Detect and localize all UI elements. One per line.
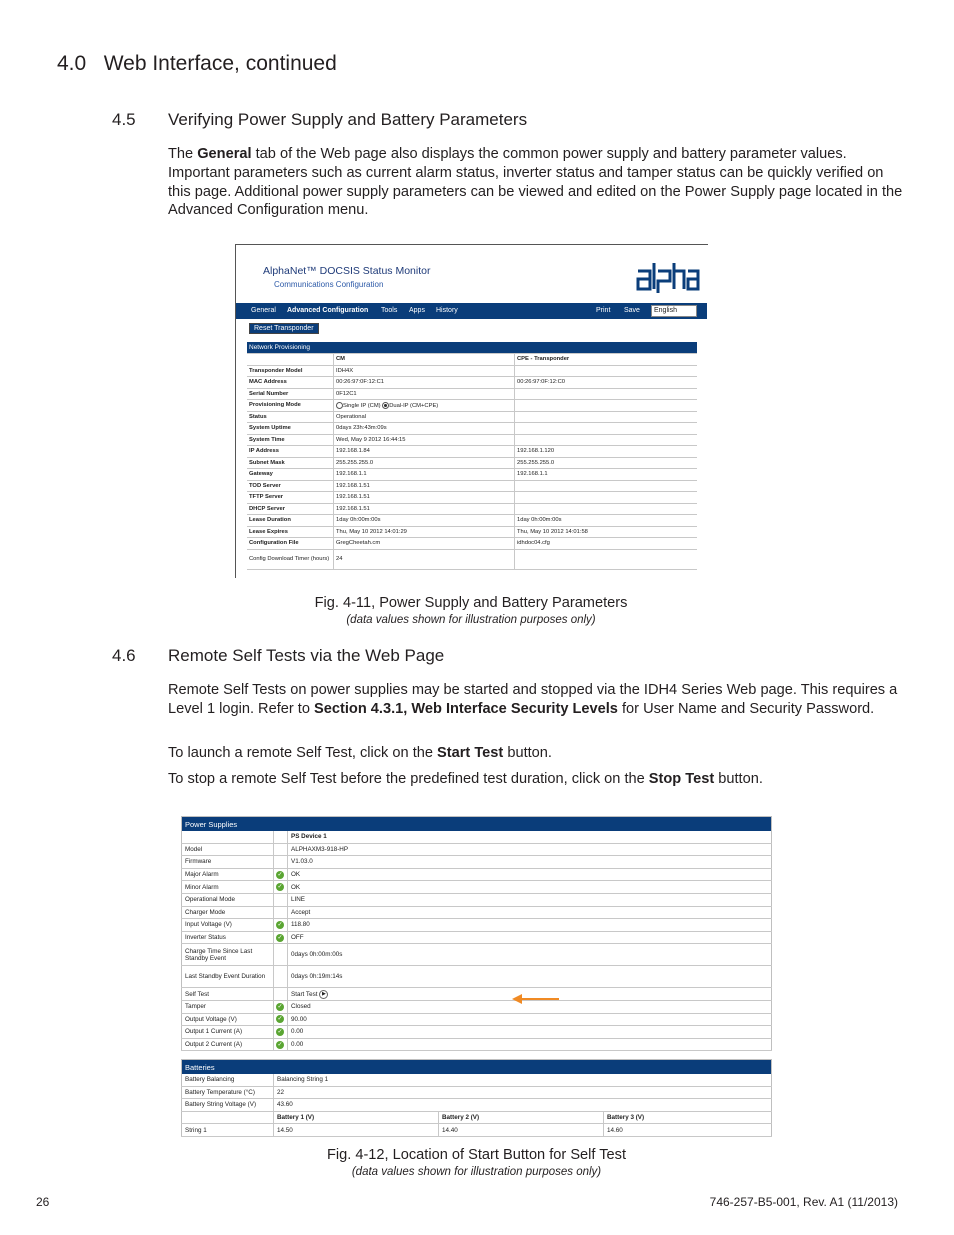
cell: 255.255.255.0 [515, 457, 698, 469]
check-icon: ✓ [277, 1041, 283, 1048]
print-link[interactable]: Print [596, 307, 611, 314]
cell: ALPHAXM3-918-HP [288, 843, 772, 856]
cell [515, 423, 698, 435]
row-label: System Uptime [247, 423, 334, 435]
cell [515, 411, 698, 423]
cell: Wed, May 9 2012 16:44:15 [334, 434, 515, 446]
table-row [182, 1099, 772, 1112]
text: tab of the Web page also displays the common power supply and battery parameter values. Important parameters such as current alarm status, inverter status and tamper status can be quickly verified on this page. Additional power supply parameters can be viewed and edited on the Power Supply page located in the Advanced Configuration menu. [168, 146, 903, 219]
text: button. [714, 771, 763, 787]
row-label: System Time [247, 434, 334, 446]
check-icon: ✓ [277, 934, 283, 941]
table-row [247, 538, 697, 550]
figure-4-12-note: (data values shown for illustration purposes only) [351, 1166, 602, 1178]
table-row [247, 411, 697, 423]
tab-general[interactable]: General [251, 307, 276, 314]
column-header: CM [334, 354, 515, 366]
cell: GregCheetah.cm [334, 538, 515, 550]
table-row [182, 868, 772, 881]
row-label: Input Voltage (V) [182, 919, 274, 932]
cell: 0F12C1 [334, 388, 515, 400]
cell: 14.40 [439, 1124, 604, 1137]
row-label: Battery String Voltage (V) [182, 1099, 274, 1112]
row-label: Self Test [182, 988, 274, 1001]
text: To stop a remote Self Test before the predefined test duration, click on the [168, 771, 649, 787]
section-4-6-paragraph-2 [168, 744, 903, 763]
cell: 192.168.1.1 [334, 469, 515, 481]
tab-tools[interactable]: Tools [381, 307, 398, 314]
table-row [247, 526, 697, 538]
row-label: Inverter Status [182, 931, 274, 944]
cell: 118.80 [288, 919, 772, 932]
cell: 43.60 [274, 1099, 772, 1112]
power-supplies-table [181, 816, 772, 1051]
cell: 1day 0h:00m:00s [515, 515, 698, 527]
text: To launch a remote Self Test, click on the [168, 745, 438, 761]
figure-network-provisioning [235, 244, 708, 578]
cell: OK [288, 881, 772, 894]
tab-advanced-configuration[interactable]: Advanced Configuration [287, 307, 369, 314]
section-title: Verifying Power Supply and Battery Parameters [168, 110, 528, 129]
row-label: Battery Temperature (°C) [182, 1086, 274, 1099]
cell: 90.00 [288, 1013, 772, 1026]
row-label: Major Alarm [182, 868, 274, 881]
cell: IDH4X [334, 365, 515, 377]
batteries-table [181, 1059, 772, 1137]
column-header: CPE - Transponder [515, 354, 698, 366]
table-row [247, 515, 697, 527]
section-4-5-heading [112, 110, 527, 130]
table-row [247, 503, 697, 515]
provisioning-mode-cell [334, 400, 515, 412]
row-label: Output 2 Current (A) [182, 1038, 274, 1051]
row-label: MAC Address [247, 377, 334, 389]
cell: V1.03.0 [288, 856, 772, 869]
cell [515, 492, 698, 504]
section-4-6-heading [112, 646, 444, 666]
table-row [247, 400, 697, 412]
cell: Closed [288, 1000, 772, 1013]
table-row [247, 469, 697, 481]
row-label: Minor Alarm [182, 881, 274, 894]
table-row [182, 856, 772, 869]
cell: idhdoc04.cfg [515, 538, 698, 550]
row-label: Configuration File [247, 538, 334, 550]
timer-input[interactable]: 24 [334, 549, 515, 569]
page-number: 26 [36, 1195, 50, 1209]
table-row [182, 988, 772, 1001]
row-label: Last Standby Event Duration [182, 966, 274, 988]
table-row [182, 1124, 772, 1137]
figure-4-12-caption: Fig. 4-12, Location of Start Button for Self Test [326, 1147, 627, 1163]
table-row [182, 881, 772, 894]
section-4-6-paragraph-3 [168, 770, 903, 789]
table-row [182, 1086, 772, 1099]
save-link[interactable]: Save [624, 307, 640, 314]
cell: LINE [288, 893, 772, 906]
radio-label: Single IP (CM) [343, 402, 381, 409]
row-label: Status [247, 411, 334, 423]
cell: 0days 0h:19m:14s [288, 966, 772, 988]
orange-arrow-icon [512, 994, 560, 1004]
table-row [247, 388, 697, 400]
cell: 00:26:97:0F:12:C1 [334, 377, 515, 389]
column-header: Battery 2 (V) [439, 1111, 604, 1124]
table-row [182, 966, 772, 988]
table-row [182, 893, 772, 906]
row-label: Config Download Timer (hours) [247, 549, 334, 569]
alpha-logo-icon [636, 259, 700, 298]
bold-text: General [197, 146, 252, 162]
column-header: Battery 3 (V) [604, 1111, 772, 1124]
table-row [247, 434, 697, 446]
table-row [182, 1038, 772, 1051]
cell: 0.00 [288, 1026, 772, 1039]
table-row [247, 480, 697, 492]
row-label: Operational Mode [182, 893, 274, 906]
cell: 192.168.1.84 [334, 446, 515, 458]
radio-label: Dual-IP (CM+CPE) [389, 402, 439, 409]
cell: Accept [288, 906, 772, 919]
check-icon: ✓ [277, 871, 283, 878]
table-row [182, 1111, 772, 1124]
app-title: AlphaNet™ DOCSIS Status Monitor [263, 265, 431, 277]
row-label: TOD Server [247, 480, 334, 492]
row-label: Lease Duration [247, 515, 334, 527]
row-label: Tamper [182, 1000, 274, 1013]
tab-apps[interactable]: Apps [409, 307, 425, 314]
row-label: Provisioning Mode [247, 400, 334, 412]
figure-power-supplies [181, 816, 772, 1137]
language-select[interactable]: English [651, 305, 697, 317]
radio-single-ip[interactable] [336, 402, 343, 409]
cell: 255.255.255.0 [334, 457, 515, 469]
row-label: Output 1 Current (A) [182, 1026, 274, 1039]
cell: Thu, May 10 2012 14:01:58 [515, 526, 698, 538]
row-label: Firmware [182, 856, 274, 869]
row-label: Charge Time Since Last Standby Event [182, 944, 274, 966]
nav-bar [236, 303, 707, 319]
text: for User Name and Security Password. [617, 700, 875, 717]
cell [515, 503, 698, 515]
cell: 192.168.1.51 [334, 503, 515, 515]
cell: 0days 0h:00m:00s [288, 944, 772, 966]
check-icon: ✓ [277, 884, 283, 891]
table-row [182, 906, 772, 919]
cell: 192.168.1.51 [334, 492, 515, 504]
cell: OFF [288, 931, 772, 944]
table-row [247, 549, 697, 569]
section-number: 4.6 [112, 646, 136, 665]
cell: 1day 0h:00m:00s [334, 515, 515, 527]
row-label: String 1 [182, 1124, 274, 1137]
table-row [182, 1026, 772, 1039]
table-row [182, 1013, 772, 1026]
cell: 00:26:97:0F:12:C0 [515, 377, 698, 389]
row-label: Battery Balancing [182, 1074, 274, 1086]
section-4-6-paragraph-1 [168, 681, 903, 719]
row-label: Gateway [247, 469, 334, 481]
row-label: Charger Mode [182, 906, 274, 919]
row-label: IP Address [247, 446, 334, 458]
row-label: TFTP Server [247, 492, 334, 504]
network-provisioning-table [247, 342, 697, 570]
row-label: Model [182, 843, 274, 856]
table-row [182, 931, 772, 944]
start-test-label: Start Test [291, 990, 318, 998]
figure-4-11-note: (data values shown for illustration purposes only) [346, 614, 596, 626]
figure-4-11-caption: Fig. 4-11, Power Supply and Battery Parameters [314, 595, 628, 611]
cell: 192.168.1.120 [515, 446, 698, 458]
app-subtitle: Communications Configuration [274, 280, 384, 289]
text: button. [503, 745, 552, 761]
cell: 0.00 [288, 1038, 772, 1051]
cell [515, 434, 698, 446]
column-header: PS Device 1 [288, 831, 772, 843]
row-label: Serial Number [247, 388, 334, 400]
column-header: Battery 1 (V) [274, 1111, 439, 1124]
table-row [182, 1074, 772, 1086]
table-row [247, 492, 697, 504]
cell: 192.168.1.51 [334, 480, 515, 492]
row-label: Subnet Mask [247, 457, 334, 469]
cell: 14.60 [604, 1124, 772, 1137]
table-row [247, 446, 697, 458]
row-label: Output Voltage (V) [182, 1013, 274, 1026]
section-title: Remote Self Tests via the Web Page [168, 646, 445, 665]
table-row [182, 1000, 772, 1013]
table-row [247, 377, 697, 389]
table-header: Power Supplies [182, 817, 772, 832]
table-row [247, 457, 697, 469]
table-row [182, 843, 772, 856]
cell: 14.50 [274, 1124, 439, 1137]
text: The [168, 146, 198, 162]
check-icon: ✓ [277, 1016, 283, 1023]
row-label: Lease Expires [247, 526, 334, 538]
cell [515, 365, 698, 377]
table-row [247, 423, 697, 435]
table-header: Batteries [182, 1060, 772, 1075]
table-header: Network Provisioning [247, 342, 697, 354]
text: Remote Self Tests on power supplies may be started and stopped via the IDH4 Series Web page. This requires a Level 1 login. Refer to [168, 682, 898, 717]
start-test-button[interactable]: ▶ [319, 990, 328, 999]
reset-transponder-button[interactable]: Reset Transponder [249, 323, 319, 334]
section-4-5-paragraph [168, 145, 903, 220]
bold-text: Section 4.3.1, Web Interface Security Levels [314, 700, 618, 717]
tab-history[interactable]: History [436, 307, 458, 314]
cell: Thu, May 10 2012 14:01:29 [334, 526, 515, 538]
cell: Balancing String 1 [274, 1074, 772, 1086]
table-row [247, 365, 697, 377]
bold-text: Stop Test [648, 771, 715, 787]
section-number: 4.5 [112, 110, 136, 129]
cell: Operational [334, 411, 515, 423]
row-label: DHCP Server [247, 503, 334, 515]
cell: 22 [274, 1086, 772, 1099]
row-label: Transponder Model [247, 365, 334, 377]
cell: 0days 23h:43m:09s [334, 423, 515, 435]
document-number: 746-257-B5-001, Rev. A1 (11/2013) [709, 1195, 898, 1209]
page-heading: 4.0 Web Interface, continued [57, 52, 337, 75]
check-icon: ✓ [277, 1028, 283, 1035]
cell: OK [288, 868, 772, 881]
cell [515, 388, 698, 400]
bold-text: Start Test [437, 745, 504, 761]
check-icon: ✓ [277, 921, 283, 928]
cell: 192.168.1.1 [515, 469, 698, 481]
cell [515, 480, 698, 492]
table-row [182, 919, 772, 932]
check-icon: ✓ [277, 1003, 283, 1010]
table-row [182, 944, 772, 966]
